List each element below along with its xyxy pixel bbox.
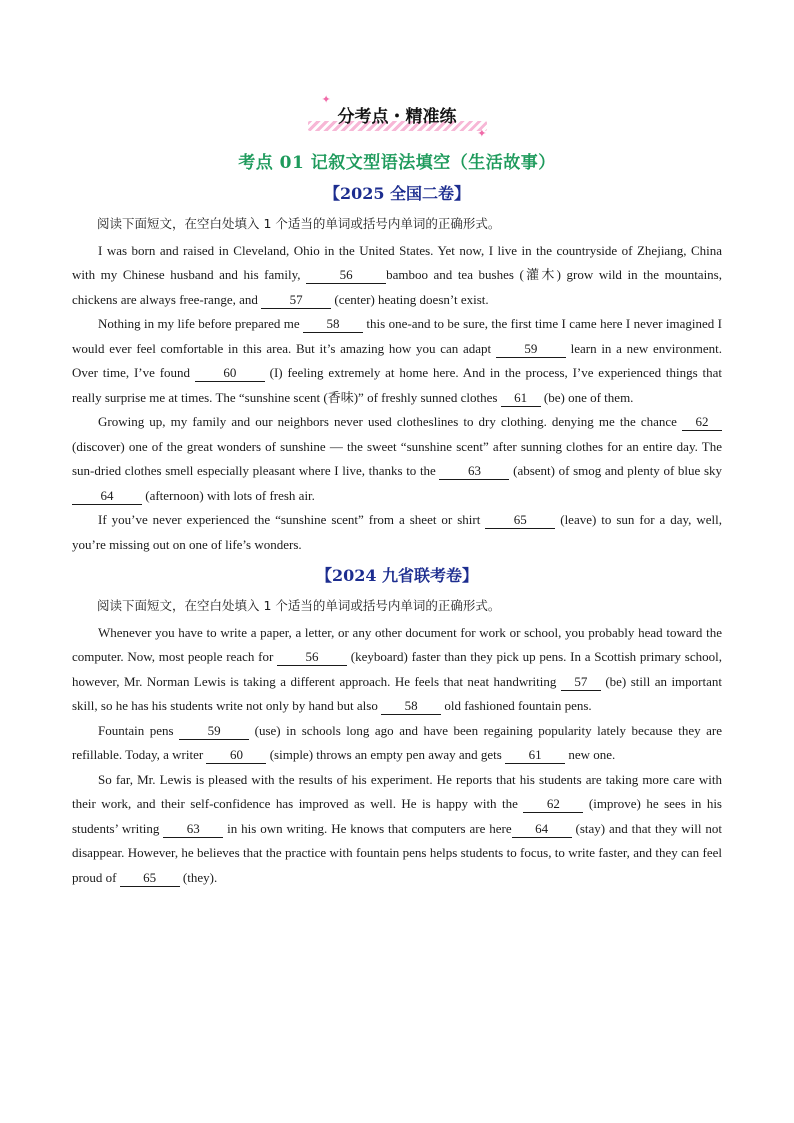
paragraph <box>72 312 722 410</box>
text-run: old fashioned fountain pens. <box>441 698 592 713</box>
sparkle-icon: ✦ <box>477 127 487 140</box>
text-run: this one-and to be sure, the first time I came here I never imagined I would ever feel comfortable in this area. But it’s amazing how you can adapt <box>72 316 722 356</box>
blank-65: 65 <box>120 870 180 887</box>
paragraph <box>72 621 722 719</box>
text-run: Growing up, my family and our neighbors never used clotheslines to dry clothing. denying me the chance <box>98 414 682 429</box>
blank-58: 58 <box>303 316 363 333</box>
sparkle-icon: ✦ <box>321 93 331 106</box>
text-run: So far, Mr. Lewis is pleased with the results of his experiment. He reports that his students are taking more care with their work, and their self-confidence has improved as well. He is happy with the <box>72 771 722 811</box>
paragraph <box>72 768 722 891</box>
instruction-text: 阅读下面短文，在空白处填入 1 个适当的单词或括号内单词的正确形式。 <box>97 216 501 231</box>
text-run: bamboo and tea bushes (灌木) grow wild in the mountains, chickens are always free-range, and <box>72 267 722 307</box>
text-run: (stay) and that they will not disappear. However, he believes that the practice with fountain pens helps students to focus, to write faster, and they can feel proud of <box>72 820 722 885</box>
text-run: (leave) to sun for a day, well, you’re missing out on one of life’s wonders. <box>72 512 722 552</box>
text-run: learn in a new environment. Over time, I’ve found <box>72 340 722 380</box>
paragraph <box>72 719 722 768</box>
text-run: (afternoon) with lots of fresh air. <box>142 487 315 503</box>
text-run: (use) in schools long ago and have been regaining popularity lately because they are refillable. Today, a writer <box>72 722 722 762</box>
text-run: (be) one of them. <box>540 389 634 405</box>
topic-title: 考点 01 记叙文型语法填空（生活故事） <box>238 153 556 173</box>
blank-63: 63 <box>439 463 509 480</box>
blank-60: 60 <box>195 365 265 382</box>
badge-text: 分考点・精准练 <box>337 107 457 127</box>
blank-59: 59 <box>179 723 249 740</box>
text-run: (I) feeling extremely at home here. And in the process, I’ve experienced things that really surprise me at times. The “sunshine scent (香味)” of freshly sunned clothes <box>72 365 722 405</box>
blank-61: 61 <box>505 747 565 764</box>
blank-64: 64 <box>512 821 572 838</box>
text-run: (center) heating doesn’t exist. <box>331 291 489 307</box>
text-run: Whenever you have to write a paper, a letter, or any other document for work or school, you probably head toward the computer. Now, most people reach for <box>72 624 722 664</box>
text-run: Fountain pens <box>98 722 180 738</box>
paragraph <box>72 410 722 508</box>
paragraph <box>72 239 722 313</box>
instruction-text: 阅读下面短文，在空白处填入 1 个适当的单词或括号内单词的正确形式。 <box>97 598 501 613</box>
paragraph <box>72 508 722 557</box>
text-run: new one. <box>565 747 616 762</box>
blank-56: 56 <box>277 649 347 666</box>
blank-63: 63 <box>163 821 223 838</box>
text-run: (be) still an important skill, so he has his students write not only by hand but also <box>72 673 722 713</box>
section-heading-2024: 【2024 九省联考卷】 <box>315 566 479 585</box>
blank-60: 60 <box>206 747 266 764</box>
text-run: If you’ve never experienced the “sunshine scent” from a sheet or shirt <box>98 512 486 527</box>
text-run: (discover) one of the great wonders of sunshine — the sweet “sunshine scent” after sunning clothes for an entire day. The sun-dried clothes smell especially pleasant where I live, thanks to the <box>72 438 722 478</box>
text-run: (absent) of smog and plenty of blue sky <box>509 463 722 478</box>
blank-61: 61 <box>501 390 541 407</box>
badge-header <box>72 93 722 140</box>
blank-56: 56 <box>306 267 386 284</box>
blank-59: 59 <box>496 341 566 358</box>
blank-57: 57 <box>261 292 331 309</box>
badge <box>308 93 487 140</box>
blank-58: 58 <box>381 698 441 715</box>
section-heading-2025: 【2025 全国二卷】 <box>323 184 471 203</box>
text-run: (improve) he sees in his students’ writing <box>72 796 722 836</box>
worksheet-page <box>72 93 722 890</box>
text-run: (they). <box>179 869 218 885</box>
blank-62: 62 <box>682 414 722 431</box>
text-run: (simple) throws an empty pen away and gets <box>266 747 506 762</box>
text-run: Nothing in my life before prepared me <box>98 316 304 331</box>
text-run: I was born and raised in Cleveland, Ohio in the United States. Yet now, I live in the countryside of Zhejiang, China with my Chinese husband and his family, <box>72 242 722 282</box>
text-run: in his own writing. He knows that computers are here <box>223 820 512 836</box>
blank-64: 64 <box>72 488 142 505</box>
blank-57: 57 <box>561 674 601 691</box>
text-run: (keyboard) faster than they pick up pens. In a Scottish primary school, however, Mr. Norman Lewis is taking a different approach. He feels that neat handwriting <box>72 649 722 689</box>
blank-65: 65 <box>485 512 555 529</box>
blank-62: 62 <box>523 796 583 813</box>
